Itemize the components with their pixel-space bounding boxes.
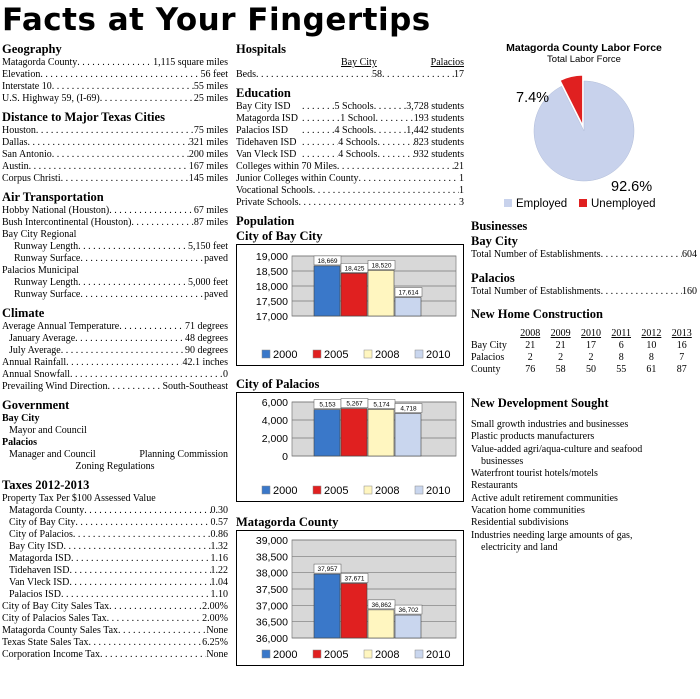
chart-bay-city-title: City of Bay City [236,229,323,243]
chart-palacios [236,392,464,502]
legend-swatch [415,650,423,658]
data-label: 37,957 [317,566,338,574]
gov-bay-city-text: Mayor and Council [9,425,87,436]
item-value: 55 miles [193,81,228,92]
list-item [2,137,228,149]
bar [341,273,367,316]
taxes-intro: Property Tax Per $100 Assessed Value [2,493,156,504]
list-item [2,553,228,565]
education-district-row: Van Vleck ISD . . . 4 Schools . . . 932 students [236,149,464,161]
item-label: Houston [2,125,36,136]
development-heading: New Development Sought [471,396,609,410]
development-item: Plastic products manufacturers [471,431,595,443]
item-label: Matagorda ISD [9,553,71,564]
y-tick-label: 0 [282,451,288,463]
legend-label: Unemployed [591,198,656,210]
list-item [2,57,228,69]
legend-label: 2008 [375,349,400,361]
data-label: 5,267 [346,400,363,408]
legend-label: 2010 [426,485,451,497]
item-label: Austin [2,161,29,172]
palacios-airport-list [2,277,228,301]
bar [314,266,340,316]
list-item [2,205,228,217]
development-item-cont: electricity and land [481,541,558,553]
list-item [2,357,228,369]
climate-heading: Climate [2,306,45,320]
chart-county-title: Matagorda County [236,515,339,529]
item-value: 145 miles [188,173,228,184]
item-value: 2.00% [202,613,228,624]
item-value: 1 [459,185,464,196]
hospitals-col-palacios: Palacios [430,57,464,68]
pie-label-unemployed: 7.4% [516,90,550,106]
data-label: 4,718 [400,405,417,413]
geography-list [2,57,228,105]
gov-palacios-text3: Zoning Regulations [75,461,155,472]
air-heading: Air Transportation [2,190,104,204]
palacios-airport-label: Palacios Municipal [2,265,79,276]
labor-force-title: Matagorda County Labor Force [506,42,662,54]
list-item [2,637,228,649]
item-value: 1,115 square miles [153,57,228,68]
list-item [2,253,228,265]
item-value: 321 miles [188,137,228,148]
climate-list [2,321,228,393]
legend-label: 2000 [273,649,298,661]
development-item: Residential subdivisions [471,517,569,529]
pie-label-employed: 92.6% [611,179,653,195]
y-tick-label: 38,000 [255,567,288,580]
item-value: 21 [454,161,464,172]
item-label: City of Palacios [9,529,73,540]
legend-label: 2010 [426,649,451,661]
hospitals-header-row [236,57,464,69]
item-label: Bush Intercontinental (Houston) [2,217,132,228]
data-label: 5,174 [373,401,390,409]
list-item [2,173,228,185]
list-item [2,565,228,577]
item-label: Runway Surface [14,253,81,264]
legend-label: 2008 [375,485,400,497]
gov-palacios-label: Palacios [2,437,37,448]
businesses-palacios-label: Palacios [471,271,515,285]
right-column [471,42,697,554]
legend-swatch [262,350,270,358]
y-tick-label: 38,500 [255,551,288,564]
item-label: U.S. Highway 59, (I-69) [2,93,100,104]
bar [395,414,421,456]
item-label: Corporation Income Tax [2,649,100,660]
item-value: None [206,649,228,660]
y-tick-label: 18,500 [255,266,288,278]
list-item [2,289,228,301]
item-label: San Antonio [2,149,52,160]
item-label: Van Vleck ISD [9,577,70,588]
item-label: January Average [9,333,76,344]
development-item-cont: businesses [481,455,524,467]
taxes-list [2,505,228,661]
development-item: Waterfront tourist hotels/motels [471,468,598,480]
table-cell: 76 [525,364,536,375]
item-value: 0.86 [210,529,228,540]
item-label: Annual Rainfall [2,357,67,368]
item-value: 0.30 [210,505,228,516]
item-value: 42.1 inches [182,357,228,368]
development-item: Vacation home communities [471,505,585,517]
legend-label: 2005 [324,649,349,661]
y-tick-label: 17,500 [255,296,288,308]
list-item [2,517,228,529]
item-value: 6.25% [202,637,228,648]
item-value: 5,150 feet [188,241,228,252]
table-cell: 21 [555,340,566,351]
list-item [2,241,228,253]
chart-palacios-title: City of Palacios [236,377,320,391]
item-value: 1.32 [210,541,228,552]
development-item: Small growth industries and businesses [471,419,629,430]
list-item [236,185,464,197]
list-item [236,197,464,209]
item-label: Corpus Christi [2,173,61,184]
item-value: 1.10 [210,589,228,600]
legend-label: 2008 [375,649,400,661]
list-item [2,529,228,541]
item-label: Matagorda County [2,57,78,68]
item-value: 0.57 [210,517,228,528]
air-list [2,205,228,229]
bar [395,298,421,316]
table-cell: 87 [676,364,687,375]
distance-heading: Distance to Major Texas Cities [2,110,165,124]
item-label: Runway Surface [14,289,81,300]
legend-label: 2005 [324,349,349,361]
item-label: Elevation [2,69,41,80]
table-header-row [471,328,697,340]
item-value: 71 degrees [184,321,228,332]
list-item [2,93,228,105]
bar [341,583,367,638]
bar [368,409,394,456]
legend-swatch [313,486,321,494]
education-list [236,161,464,209]
y-tick-label: 36,500 [255,616,288,629]
y-tick-label: 37,000 [255,600,288,613]
bay-city-airport-list [2,241,228,265]
item-value: 90 degrees [184,345,228,356]
item-label: Dallas [2,137,28,148]
item-label: July Average [9,345,61,356]
development-item: Value-added agri/aqua-culture and seafood [471,443,643,455]
list-item [2,321,228,333]
list-item [2,81,228,93]
bay-city-airport-label: Bay City Regional [2,229,77,240]
data-label: 18,425 [344,265,365,273]
item-value: 200 miles [188,149,228,160]
list-item [2,505,228,517]
y-tick-label: 37,500 [255,584,288,596]
table-cell: 6 [618,340,624,351]
table-cell: 61 [646,364,657,375]
list-item [2,149,228,161]
table-row [471,352,697,364]
chart-bay-city [236,244,464,366]
list-item [2,161,228,173]
population-heading: Population [236,214,295,228]
item-value: 5,000 feet [188,277,228,288]
legend-label: 2005 [324,485,349,497]
development-item: Industries needing large amounts of gas, [471,529,633,541]
item-value: 2.00% [202,601,228,612]
year-header: 2013 [671,328,692,339]
education-heading: Education [236,86,291,100]
item-value: 25 miles [193,93,228,104]
y-tick-label: 6,000 [261,397,288,409]
item-label: Matagorda County [9,505,85,516]
education-districts [236,101,464,161]
table-cell: 58 [555,364,566,375]
education-district-row: Palacios ISD . . . 4 Schools . . . 1,442 students [236,125,464,137]
list-item [2,577,228,589]
list-item [2,541,228,553]
bar [368,270,394,316]
distance-list [2,125,228,185]
hospitals-col-bay-city: Bay City [341,57,377,68]
year-header: 2008 [520,328,541,339]
item-value: paved [204,253,228,264]
legend-swatch [579,199,587,207]
gov-bay-city-label: Bay City [2,413,40,424]
gov-palacios-text1: Manager and Council [9,449,96,460]
list-item [2,625,228,637]
row-name: Palacios [471,352,505,363]
legend-swatch [262,486,270,494]
item-value: 56 feet [200,69,228,80]
item-value: paved [204,289,228,300]
item-label: Hobby National (Houston) [2,205,110,216]
development-list [471,419,697,554]
item-value: 87 miles [193,217,228,228]
middle-column [236,42,464,671]
list-item [2,369,228,381]
item-label: Bay City ISD [9,541,64,552]
legend-label: Employed [516,198,568,210]
table-cell: 16 [676,340,687,351]
data-label: 17,614 [398,289,419,297]
gov-palacios-text2: Planning Commission [139,449,228,460]
legend-swatch [364,350,372,358]
left-column [2,42,228,661]
item-label: Texas State Sales Tax [2,637,89,648]
bar [341,409,367,456]
item-value: South-Southeast [162,381,228,392]
legend-label: 2000 [273,485,298,497]
list-item [2,333,228,345]
item-label: Interstate 10 [2,81,52,92]
bar [368,610,394,638]
table-cell: 8 [648,352,654,363]
hospitals-heading: Hospitals [236,42,287,56]
year-header: 2011 [611,328,632,339]
list-item [2,217,228,229]
table-cell: 7 [679,352,685,363]
item-label: Junior Colleges within County [236,173,359,184]
education-district-row: Tidehaven ISD . . . 4 Schools . . . 823 students [236,137,464,149]
y-tick-label: 17,000 [255,311,288,323]
table-cell: 2 [527,352,533,363]
data-label: 36,702 [398,607,419,615]
businesses-bay-city-label: Bay City [471,234,518,248]
businesses-heading: Businesses [471,219,528,233]
legend-label: 2010 [426,349,451,361]
list-item [236,173,464,185]
item-value: 1 [459,173,464,184]
item-label: Annual Snowfall [2,369,71,380]
year-header: 2012 [641,328,662,339]
item-label: Colleges within 70 Miles [236,161,337,172]
list-item [2,69,228,81]
item-label: Private Schools [236,197,299,208]
item-value: 67 miles [193,205,228,216]
list-item [236,161,464,173]
gov-palacios-row [2,449,228,461]
legend-swatch [313,350,321,358]
education-district-row: Matagorda ISD . . . 1 School . . . 193 students [236,113,464,125]
legend-swatch [262,650,270,658]
item-value: 75 miles [193,125,228,136]
businesses-palacios-row: Total Number of Establishments . . . 160 [471,286,697,298]
businesses-bay-city-row: Total Number of Establishments . . . 604 [471,249,697,261]
year-header: 2010 [581,328,602,339]
item-label: Palacios ISD [9,589,61,600]
item-label: Vocational Schools [236,185,313,196]
item-value: 167 miles [188,161,228,172]
list-item [2,277,228,289]
item-label: Matagorda County Sales Tax [2,625,119,636]
legend-label: 2000 [273,349,298,361]
government-heading: Government [2,398,70,412]
taxes-heading: Taxes 2012-2013 [2,478,90,492]
education-district-row: Bay City ISD . . . 5 Schools . . . 3,728 students [236,101,464,113]
bar [314,574,340,638]
geography-heading: Geography [2,42,62,56]
year-header: 2009 [550,328,571,339]
table-cell: 2 [588,352,594,363]
list-item [2,601,228,613]
data-label: 37,671 [344,575,365,583]
construction-table [471,328,697,376]
item-value: 48 degrees [184,333,228,344]
table-cell: 21 [525,340,536,351]
bar [395,615,421,638]
list-item [2,125,228,137]
item-label: Prevailing Wind Direction [2,381,108,392]
item-label: Runway Length [14,277,79,288]
table-row [471,364,697,376]
list-item [2,649,228,661]
item-label: City of Bay City [9,517,76,528]
construction-heading: New Home Construction [471,307,603,321]
list-item [2,381,228,393]
y-tick-label: 2,000 [261,433,288,445]
y-tick-label: 36,000 [255,633,288,645]
y-tick-label: 39,000 [255,535,288,547]
item-value: 1.22 [210,565,228,576]
item-label: Tidehaven ISD [9,565,70,576]
development-item: Active adult retirement communities [471,492,618,504]
item-value: 3 [459,197,464,208]
legend-swatch [415,350,423,358]
data-label: 18,669 [317,257,338,265]
item-value: None [206,625,228,636]
item-value: 0 [223,369,228,380]
development-item: Restaurants [471,480,518,492]
hospitals-beds-row: Beds . . . 58 . . . 17 [236,69,464,81]
list-item [2,589,228,601]
table-cell: 8 [618,352,624,363]
page-title: Facts at Your Fingertips [2,2,431,38]
table-cell: 50 [586,364,597,375]
row-name: County [471,364,501,375]
table-row [471,340,697,352]
list-item [2,613,228,625]
data-label: 36,862 [371,601,392,609]
legend-swatch [415,486,423,494]
item-label: Runway Length [14,241,79,252]
legend-swatch [313,650,321,658]
y-tick-label: 19,000 [255,251,288,263]
y-tick-label: 18,000 [255,281,288,293]
bar [314,410,340,456]
labor-force-pie-chart [471,65,697,210]
item-label: City of Palacios Sales Tax [2,613,107,624]
row-name: Bay City [471,340,507,351]
y-tick-label: 4,000 [261,415,288,427]
item-label: City of Bay City Sales Tax [2,601,110,612]
legend-swatch [364,650,372,658]
legend-swatch [504,199,512,207]
table-cell: 17 [586,340,597,351]
item-value: 1.16 [210,553,228,564]
list-item [2,345,228,357]
data-label: 5,153 [319,401,336,409]
item-value: 1.04 [210,577,228,588]
item-label: Average Annual Temperature [2,321,120,332]
table-cell: 2 [558,352,564,363]
labor-force-subtitle: Total Labor Force [547,54,621,65]
table-cell: 10 [646,340,657,351]
chart-county [236,530,464,666]
table-cell: 55 [616,364,627,375]
data-label: 18,520 [371,262,392,270]
legend-swatch [364,486,372,494]
